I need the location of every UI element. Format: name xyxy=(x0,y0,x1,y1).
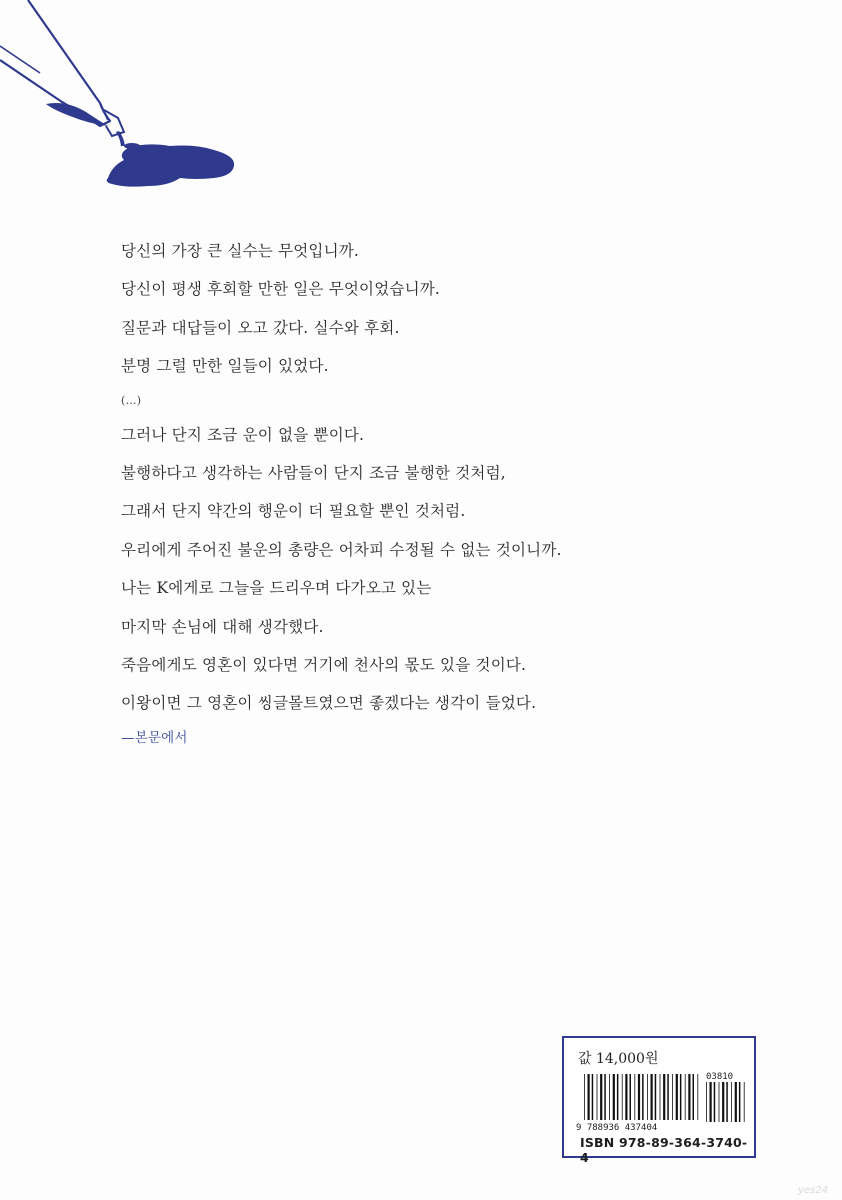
price-barcode-box xyxy=(562,1036,756,1165)
watermark-text: yes24 xyxy=(797,1185,828,1196)
barcode-bar xyxy=(722,1082,724,1122)
barcode-bar xyxy=(680,1074,682,1120)
barcode-bar xyxy=(613,1074,615,1120)
barcode-bar xyxy=(735,1082,737,1122)
barcode-bar xyxy=(744,1082,745,1122)
barcode-bar xyxy=(697,1074,698,1120)
barcode-bar xyxy=(706,1082,707,1122)
barcode-bar xyxy=(647,1074,648,1120)
barcode-main-bars xyxy=(584,1074,698,1120)
barcode-bar xyxy=(600,1074,602,1120)
excerpt-line: 그래서 단지 약간의 행운이 더 필요할 뿐인 것처럼. xyxy=(121,502,466,521)
excerpt-line: 당신이 평생 후회할 만한 일은 무엇이었습니까. xyxy=(121,280,441,299)
barcode-bar xyxy=(719,1082,720,1122)
excerpt-line: 당신의 가장 큰 실수는 무엇입니까. xyxy=(121,242,360,260)
barcode-bar xyxy=(672,1074,673,1120)
barcode-bar xyxy=(667,1074,669,1120)
barcode-bar xyxy=(710,1082,712,1122)
barcode-addon-bars xyxy=(706,1082,745,1122)
barcode-bar xyxy=(688,1074,690,1120)
excerpt-ellipsis: (…) xyxy=(121,393,142,407)
barcode-bar xyxy=(625,1074,627,1120)
barcode-bar xyxy=(714,1082,716,1122)
excerpt-line: 나는 K에게로 그늘을 드리우며 다가오고 있는 xyxy=(121,579,432,598)
barcode-bar xyxy=(651,1074,653,1120)
barcode xyxy=(574,1070,748,1132)
barcode-bar xyxy=(655,1074,657,1120)
barcode-bar xyxy=(617,1074,619,1120)
barcode-bar xyxy=(685,1074,686,1120)
barcode-bar xyxy=(597,1074,598,1120)
barcode-bar xyxy=(630,1074,632,1120)
barcode-bar xyxy=(604,1074,606,1120)
excerpt-line: 질문과 대답들이 오고 갔다. 실수와 후회. xyxy=(121,318,400,337)
barcode-bar xyxy=(588,1074,590,1120)
excerpt-line: 죽음에게도 영혼이 있다면 거기에 천사의 몫도 있을 것이다. xyxy=(121,655,527,674)
barcode-bar xyxy=(638,1074,640,1120)
barcode-bar xyxy=(592,1074,594,1120)
excerpt-line: 그러나 단지 조금 운이 없을 뿐이다. xyxy=(121,425,365,444)
barcode-bar xyxy=(609,1074,610,1120)
excerpt-line: 불행하다고 생각하는 사람들이 단지 조금 불행한 것처럼, xyxy=(121,463,506,482)
barcode-bar xyxy=(634,1074,635,1120)
barcode-addon-digits: 03810 xyxy=(706,1072,734,1082)
barcode-bar xyxy=(676,1074,678,1120)
barcode-bar xyxy=(622,1074,623,1120)
barcode-main-digits: 9 788936 437404 xyxy=(576,1123,658,1132)
barcode-bar xyxy=(663,1074,665,1120)
price-label: 값 14,000원 xyxy=(578,1051,659,1067)
excerpt-line: 우리에게 주어진 불운의 총량은 어차피 수정될 수 없는 것이니까. xyxy=(121,540,562,559)
barcode-bar xyxy=(660,1074,661,1120)
barcode-bar xyxy=(642,1074,644,1120)
ink-bottle-spill-icon xyxy=(0,0,240,190)
barcode-bar xyxy=(584,1074,585,1120)
excerpt-line: 마지막 손님에 대해 생각했다. xyxy=(121,617,324,636)
book-excerpt xyxy=(121,232,721,753)
excerpt-source: —본문에서 xyxy=(121,729,188,746)
barcode-bar xyxy=(726,1082,728,1122)
barcode-bar xyxy=(693,1074,695,1120)
isbn-label: ISBN 978-89-364-3740-4 xyxy=(580,1135,748,1165)
barcode-bar xyxy=(739,1082,741,1122)
excerpt-line: 분명 그럴 만한 일들이 있었다. xyxy=(121,357,329,376)
excerpt-line: 이왕이면 그 영혼이 씽글몰트였으면 좋겠다는 생각이 들었다. xyxy=(121,694,537,713)
barcode-bar xyxy=(731,1082,732,1122)
